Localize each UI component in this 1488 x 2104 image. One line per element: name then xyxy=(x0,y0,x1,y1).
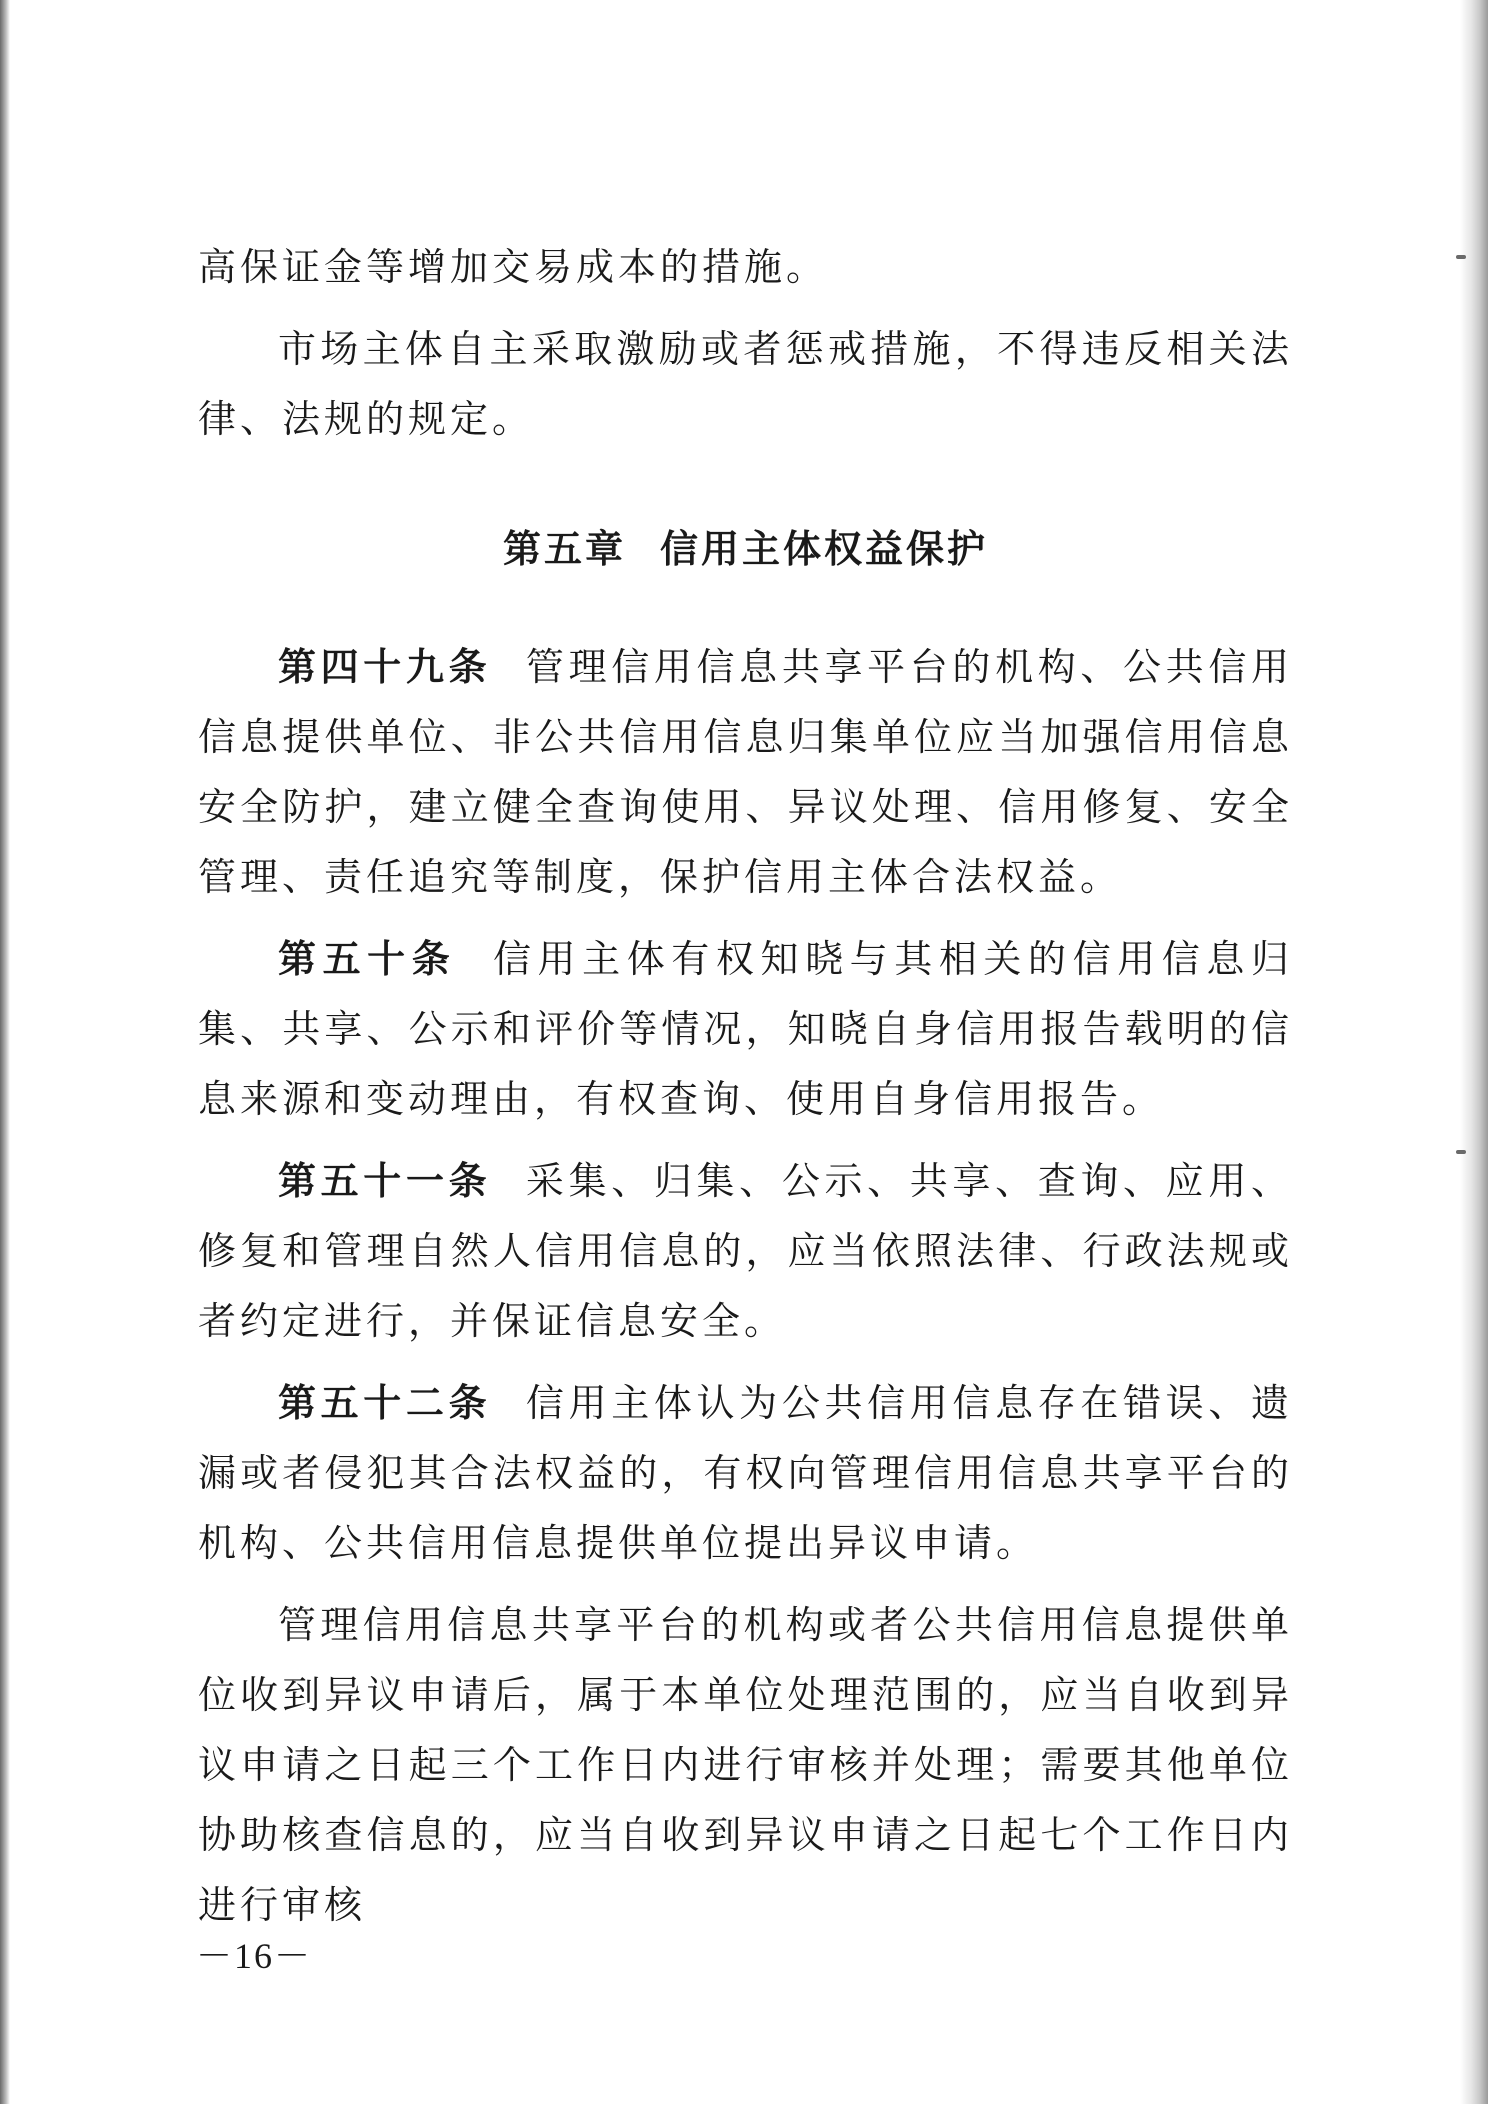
article-paragraph xyxy=(198,1368,1293,1578)
paragraph: 高保证金等增加交易成本的措施。 xyxy=(198,245,829,289)
scan-right-edge xyxy=(1460,0,1488,2104)
article-text: 管理信用信息共享平台的机构、公共信用信息提供单位、非公共信用信息归集单位应当加强信用信息安全防护，建立健全查询使用、异议处理、信用修复、安全管理、责任追究等制度，保护信用主体合法权益。 xyxy=(198,645,1293,899)
article-text: 信用主体认为公共信用信息存在错误、遗漏或者侵犯其合法权益的，有权向管理信用信息共享平台的机构、公共信用信息提供单位提出异议申请。 xyxy=(198,1381,1293,1565)
chapter-title: 信用主体权益保护 xyxy=(660,527,989,571)
scan-left-edge xyxy=(0,0,10,2104)
page-number: －16－ xyxy=(196,1936,313,1976)
paragraph: 市场主体自主采取激励或者惩戒措施，不得违反相关法律、法规的规定。 xyxy=(198,327,1293,441)
article-paragraph xyxy=(198,632,1293,912)
chapter-heading xyxy=(198,514,1293,584)
article-number: 第五十条 xyxy=(278,937,457,981)
article-paragraph xyxy=(198,1146,1293,1356)
paragraph: 管理信用信息共享平台的机构或者公共信用信息提供单位收到异议申请后，属于本单位处理范围的，应当自收到异议申请之日起三个工作日内进行审核并处理；需要其他单位协助核查信息的，应当自收到异议申请之日起七个工作日内进行审核 xyxy=(198,1603,1293,1927)
article-paragraph xyxy=(198,924,1293,1134)
chapter-number: 第五章 xyxy=(502,527,626,571)
scan-edge-mark xyxy=(1456,1150,1466,1154)
article-number: 第五十一条 xyxy=(278,1159,492,1203)
article-number: 第五十二条 xyxy=(278,1381,492,1425)
article-number: 第四十九条 xyxy=(278,645,492,689)
document-body xyxy=(198,232,1293,1952)
scan-edge-mark xyxy=(1456,255,1466,259)
article-text: 信用主体有权知晓与其相关的信用信息归集、共享、公示和评价等情况，知晓自身信用报告载明的信息来源和变动理由，有权查询、使用自身信用报告。 xyxy=(198,937,1293,1121)
article-text: 采集、归集、公示、共享、查询、应用、修复和管理自然人信用信息的，应当依照法律、行政法规或者约定进行，并保证信息安全。 xyxy=(198,1159,1293,1343)
